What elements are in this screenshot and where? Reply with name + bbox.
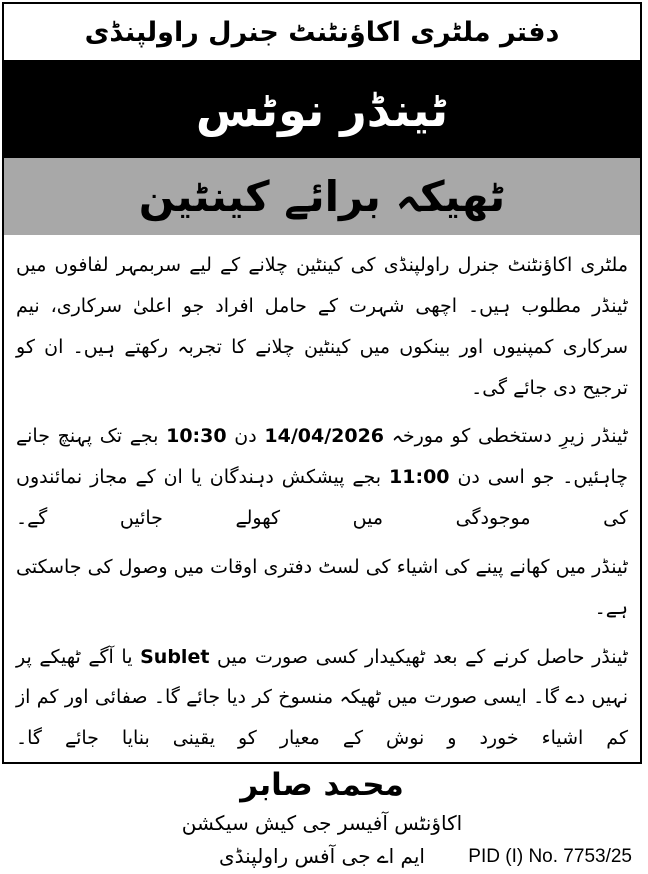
- tender-notice-bar: [4, 62, 640, 158]
- signatory-office: ایم اے جی آفس راولپنڈی: [219, 844, 425, 869]
- paragraph-requirements: ملٹری اکاؤنٹنٹ جنرل راولپنڈی کی کینٹین چلانے کے لیے سربمہر لفافوں میں ٹینڈر مطلوب ہیں۔ اچھی شہرت کے حامل افراد جو اعلیٰ سرکاری، نیم سرکاری کمپنیوں اور بینکوں میں کینٹین چلانے کا تجربہ رکھتے ہیں۔ ان کو ترجیح دی جائے گی۔: [16, 254, 628, 399]
- tender-notice-ad: [2, 2, 642, 869]
- office-header: [4, 4, 640, 62]
- office-title: دفتر ملٹری اکاؤنٹنٹ جنرل راولپنڈی: [84, 16, 560, 48]
- subject-bar-text: ٹھیکہ برائے کینٹین: [138, 172, 506, 221]
- tender-notice-bar-text: ٹینڈر نوٹس: [195, 83, 449, 137]
- subject-bar: [4, 158, 640, 235]
- paragraph-item-list: ٹینڈر میں کھانے پینے کی اشیاء کی لسٹ دفتری اوقات میں وصول کی جاسکتی ہے۔: [16, 555, 628, 619]
- signatory-name: محمد صابر: [240, 767, 404, 804]
- paragraph-deadline: ٹینڈر زیرِ دستخطی کو مورخہ 14/04/2026 دن 10:30 بجے تک پہنچ جانے چاہئیں۔ جو اسی دن 11:00 بجے پیشکش دہندگان یا ان کے مجاز نمائندوں کی موجودگی میں کھولے جائیں گے۔: [16, 425, 628, 530]
- notice-body: [4, 235, 640, 874]
- pid-number: PID (I) No. 7753/25: [468, 846, 632, 868]
- paragraph-sublet-rule: ٹینڈر حاصل کرنے کے بعد ٹھیکیدار کسی صورت میں Sublet یا آگے ٹھیکے پر نہیں دے گا۔ ایسی صورت میں ٹھیکہ منسوخ کر دیا جائے گا۔ صفائی اور کم از کم اشیاء خورد و نوش کے معیار کو یقینی بنایا جائے گا۔: [16, 645, 628, 750]
- signatory-designation: اکاؤنٹس آفیسر جی کیش سیکشن: [181, 811, 463, 836]
